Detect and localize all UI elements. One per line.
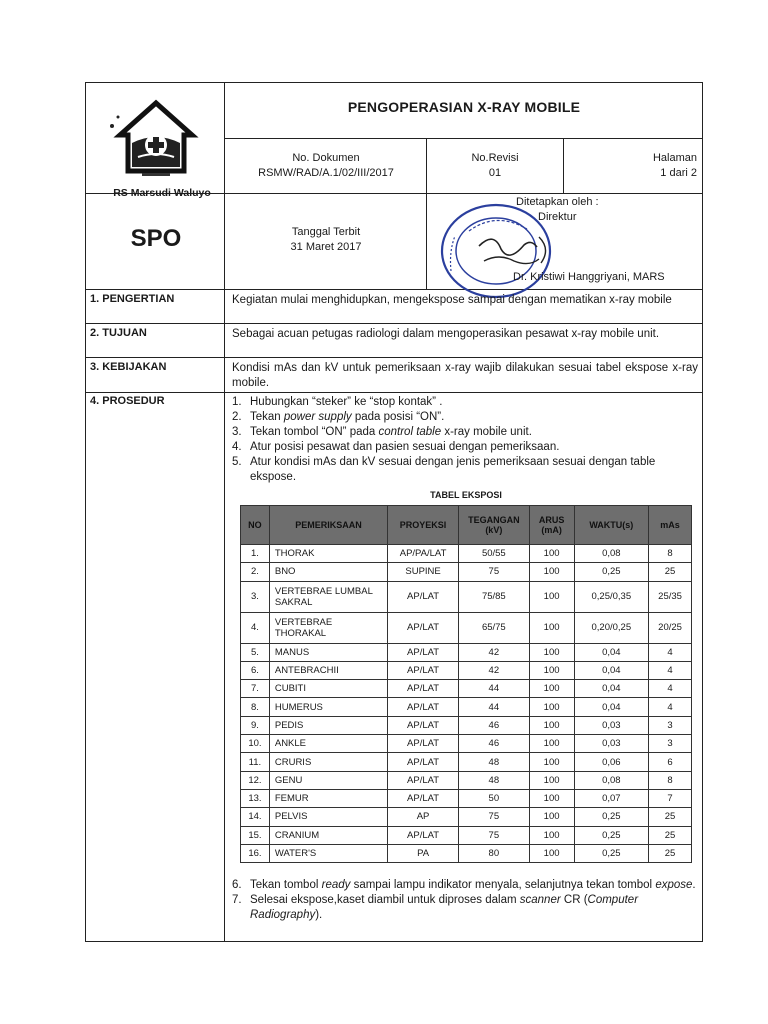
cell-waktu: 0,03	[574, 716, 649, 734]
header-divider-1	[426, 138, 427, 290]
cell-arus: 100	[529, 716, 574, 734]
table-row	[241, 789, 692, 807]
cell-no: 6.	[241, 661, 270, 679]
table-body	[241, 545, 692, 863]
header-bottom-line	[86, 289, 702, 290]
cell-tegangan: 50	[458, 789, 529, 807]
cell-waktu: 0,25	[574, 563, 649, 581]
cell-mas: 25	[649, 844, 692, 862]
cell-no: 10.	[241, 735, 270, 753]
step-item: 7. Selesai ekspose,kaset diambil untuk diproses dalam scanner CR (Computer Radiography).	[232, 894, 639, 921]
cell-mas: 25	[649, 808, 692, 826]
table-row	[241, 545, 692, 563]
cell-tegangan: 75	[458, 808, 529, 826]
cell-no: 7.	[241, 680, 270, 698]
cell-pemeriksaan: HUMERUS	[269, 698, 387, 716]
tujuan-bottom-line	[86, 357, 702, 358]
table-header-row	[241, 506, 692, 545]
cell-pemeriksaan: VERTEBRAE LUMBAL SAKRAL	[269, 581, 387, 612]
table-row	[241, 612, 692, 643]
doc-number-cell	[226, 151, 426, 181]
col-tegangan: TEGANGAN (kV)	[458, 506, 529, 545]
cell-arus: 100	[529, 844, 574, 862]
cell-mas: 3	[649, 716, 692, 734]
table-row	[241, 826, 692, 844]
cell-proyeksi: AP/LAT	[388, 716, 459, 734]
left-column-divider	[224, 83, 225, 941]
col-waktu: WAKTU(s)	[574, 506, 649, 545]
cell-arus: 100	[529, 680, 574, 698]
cell-proyeksi: AP/LAT	[388, 612, 459, 643]
cell-tegangan: 65/75	[458, 612, 529, 643]
table-title: TABEL EKSPOSI	[430, 490, 502, 500]
pengertian-bottom-line	[86, 323, 702, 324]
cell-mas: 4	[649, 698, 692, 716]
cell-mas: 25	[649, 563, 692, 581]
cell-no: 12.	[241, 771, 270, 789]
cell-pemeriksaan: GENU	[269, 771, 387, 789]
spo-label: SPO	[130, 225, 182, 252]
cell-no: 16.	[241, 844, 270, 862]
cell-mas: 6	[649, 753, 692, 771]
table-row	[241, 735, 692, 753]
cell-mas: 25/35	[649, 581, 692, 612]
revision-cell	[428, 151, 562, 181]
cell-tegangan: 48	[458, 753, 529, 771]
cell-tegangan: 42	[458, 643, 529, 661]
cell-proyeksi: AP/LAT	[388, 698, 459, 716]
cell-arus: 100	[529, 698, 574, 716]
cell-arus: 100	[529, 735, 574, 753]
cell-tegangan: 44	[458, 680, 529, 698]
cell-tegangan: 42	[458, 661, 529, 679]
page-cell	[565, 151, 697, 181]
cell-pemeriksaan: FEMUR	[269, 789, 387, 807]
cell-proyeksi: AP/LAT	[388, 643, 459, 661]
procedure-steps	[232, 395, 698, 485]
cell-mas: 7	[649, 789, 692, 807]
step-item: 1. Hubungkan “steker” ke “stop kontak” .	[232, 396, 443, 408]
cell-no: 1.	[241, 545, 270, 563]
table-row	[241, 771, 692, 789]
prosedur-label: 4. PROSEDUR	[90, 395, 165, 407]
table-row	[241, 680, 692, 698]
cell-pemeriksaan: CUBITI	[269, 680, 387, 698]
cell-pemeriksaan: CRURIS	[269, 753, 387, 771]
issue-date-value: 31 Maret 2017	[290, 241, 362, 253]
table-row	[241, 844, 692, 862]
cell-pemeriksaan: CRANIUM	[269, 826, 387, 844]
cell-tegangan: 50/55	[458, 545, 529, 563]
cell-proyeksi: AP/LAT	[388, 680, 459, 698]
cell-no: 8.	[241, 698, 270, 716]
cell-pemeriksaan: WATER'S	[269, 844, 387, 862]
cell-waktu: 0,08	[574, 545, 649, 563]
kebijakan-bottom-line	[86, 392, 702, 393]
cell-proyeksi: PA	[388, 844, 459, 862]
cell-pemeriksaan: MANUS	[269, 643, 387, 661]
cell-waktu: 0,20/0,25	[574, 612, 649, 643]
cell-mas: 3	[649, 735, 692, 753]
table-row	[241, 698, 692, 716]
cell-arus: 100	[529, 643, 574, 661]
cell-proyeksi: AP/LAT	[388, 771, 459, 789]
cell-waktu: 0,03	[574, 735, 649, 753]
page-value: 1 dari 2	[660, 167, 697, 179]
cell-tegangan: 44	[458, 698, 529, 716]
cell-mas: 8	[649, 545, 692, 563]
table-row	[241, 753, 692, 771]
col-pemeriksaan: PEMERIKSAAN	[269, 506, 387, 545]
step-item: 6. Tekan tombol ready sampai lampu indikator menyala, selanjutnya tekan tombol expose.	[232, 879, 696, 891]
header-divider-2	[563, 138, 564, 193]
issue-date-label: Tanggal Terbit	[291, 226, 361, 238]
cell-tegangan: 80	[458, 844, 529, 862]
cell-mas: 4	[649, 661, 692, 679]
table-row	[241, 808, 692, 826]
kebijakan-label: 3. KEBIJAKAN	[90, 361, 167, 373]
cell-waktu: 0,04	[574, 680, 649, 698]
step-item: 2. Tekan power supply pada posisi “ON”.	[232, 411, 445, 423]
cell-proyeksi: AP/PA/LAT	[388, 545, 459, 563]
cell-arus: 100	[529, 771, 574, 789]
hospital-logo	[92, 93, 222, 199]
cell-tegangan: 75	[458, 563, 529, 581]
table-row	[241, 563, 692, 581]
table-row	[241, 661, 692, 679]
cell-no: 9.	[241, 716, 270, 734]
cell-waktu: 0,04	[574, 661, 649, 679]
procedure-steps-continued	[232, 878, 698, 923]
step-item: 3. Tekan tombol “ON” pada control table x-ray mobile unit.	[232, 426, 532, 438]
exposure-table	[240, 505, 692, 863]
cell-arus: 100	[529, 581, 574, 612]
cell-waktu: 0,07	[574, 789, 649, 807]
cell-arus: 100	[529, 789, 574, 807]
cell-waktu: 0,04	[574, 643, 649, 661]
director-name: Dr. Kristiwi Hanggriyani, MARS	[513, 271, 665, 283]
cell-arus: 100	[529, 563, 574, 581]
table-row	[241, 716, 692, 734]
cell-waktu: 0,25	[574, 826, 649, 844]
cell-tegangan: 75	[458, 826, 529, 844]
col-mas: mAs	[649, 506, 692, 545]
kebijakan-text: Kondisi mAs dan kV untuk pemeriksaan x-ray wajib dilakukan sesuai tabel ekspose x-ray mobile.	[232, 362, 698, 389]
cell-mas: 20/25	[649, 612, 692, 643]
cell-waktu: 0,25/0,35	[574, 581, 649, 612]
cell-waktu: 0,04	[574, 698, 649, 716]
cell-no: 2.	[241, 563, 270, 581]
approved-role: Direktur	[538, 211, 577, 223]
cell-no: 3.	[241, 581, 270, 612]
cell-arus: 100	[529, 808, 574, 826]
cell-arus: 100	[529, 826, 574, 844]
cell-arus: 100	[529, 612, 574, 643]
cell-pemeriksaan: VERTEBRAE THORAKAL	[269, 612, 387, 643]
spo-document	[85, 82, 703, 942]
cell-no: 15.	[241, 826, 270, 844]
approval-block	[516, 195, 676, 225]
cell-arus: 100	[529, 661, 574, 679]
cell-no: 11.	[241, 753, 270, 771]
cell-pemeriksaan: PEDIS	[269, 716, 387, 734]
cell-pemeriksaan: BNO	[269, 563, 387, 581]
house-cross-icon	[92, 93, 222, 188]
cell-mas: 8	[649, 771, 692, 789]
cell-pemeriksaan: PELVIS	[269, 808, 387, 826]
revision-label: No.Revisi	[471, 152, 519, 164]
pengertian-label: 1. PENGERTIAN	[90, 293, 175, 305]
cell-tegangan: 46	[458, 716, 529, 734]
cell-no: 4.	[241, 612, 270, 643]
page-label: Halaman	[652, 152, 697, 164]
approved-by-label: Ditetapkan oleh :	[516, 196, 599, 208]
hospital-name: RS Marsudi Waluyo	[113, 187, 211, 199]
doc-number-label: No. Dokumen	[292, 152, 360, 164]
col-arus: ARUS (mA)	[529, 506, 574, 545]
cell-proyeksi: AP/LAT	[388, 661, 459, 679]
cell-waktu: 0,25	[574, 844, 649, 862]
title-bottom-line	[224, 138, 702, 139]
cell-no: 14.	[241, 808, 270, 826]
col-no: NO	[241, 506, 270, 545]
doc-number-value: RSMW/RAD/A.1/02/III/2017	[258, 167, 394, 179]
step-item: 5. Atur kondisi mAs dan kV sesuai dengan jenis pemeriksaan sesuai dengan table ekspose.	[232, 456, 656, 483]
cell-pemeriksaan: ANKLE	[269, 735, 387, 753]
cell-mas: 4	[649, 680, 692, 698]
cell-no: 13.	[241, 789, 270, 807]
cell-arus: 100	[529, 753, 574, 771]
cell-waktu: 0,25	[574, 808, 649, 826]
cell-mas: 4	[649, 643, 692, 661]
step-item: 4. Atur posisi pesawat dan pasien sesuai dengan pemeriksaan.	[232, 441, 560, 453]
tujuan-text: Sebagai acuan petugas radiologi dalam mengoperasikan pesawat x-ray mobile unit.	[232, 328, 660, 340]
tujuan-label: 2. TUJUAN	[90, 327, 147, 339]
table-row	[241, 581, 692, 612]
cell-proyeksi: AP/LAT	[388, 826, 459, 844]
col-proyeksi: PROYEKSI	[388, 506, 459, 545]
cell-tegangan: 48	[458, 771, 529, 789]
cell-arus: 100	[529, 545, 574, 563]
cell-proyeksi: AP/LAT	[388, 753, 459, 771]
document-title: PENGOPERASIAN X-RAY MOBILE	[347, 99, 581, 115]
revision-value: 01	[488, 167, 502, 179]
issue-date-cell	[226, 225, 426, 255]
pengertian-text: Kegiatan mulai menghidupkan, mengekspose sampai dengan mematikan x-ray mobile	[232, 294, 672, 306]
table-row	[241, 643, 692, 661]
cell-proyeksi: AP/LAT	[388, 581, 459, 612]
cell-tegangan: 75/85	[458, 581, 529, 612]
cell-proyeksi: AP/LAT	[388, 789, 459, 807]
cell-proyeksi: AP/LAT	[388, 735, 459, 753]
cell-pemeriksaan: ANTEBRACHII	[269, 661, 387, 679]
cell-waktu: 0,08	[574, 771, 649, 789]
cell-proyeksi: AP	[388, 808, 459, 826]
cell-mas: 25	[649, 826, 692, 844]
cell-tegangan: 46	[458, 735, 529, 753]
cell-no: 5.	[241, 643, 270, 661]
cell-waktu: 0,06	[574, 753, 649, 771]
cell-proyeksi: SUPINE	[388, 563, 459, 581]
cell-pemeriksaan: THORAK	[269, 545, 387, 563]
